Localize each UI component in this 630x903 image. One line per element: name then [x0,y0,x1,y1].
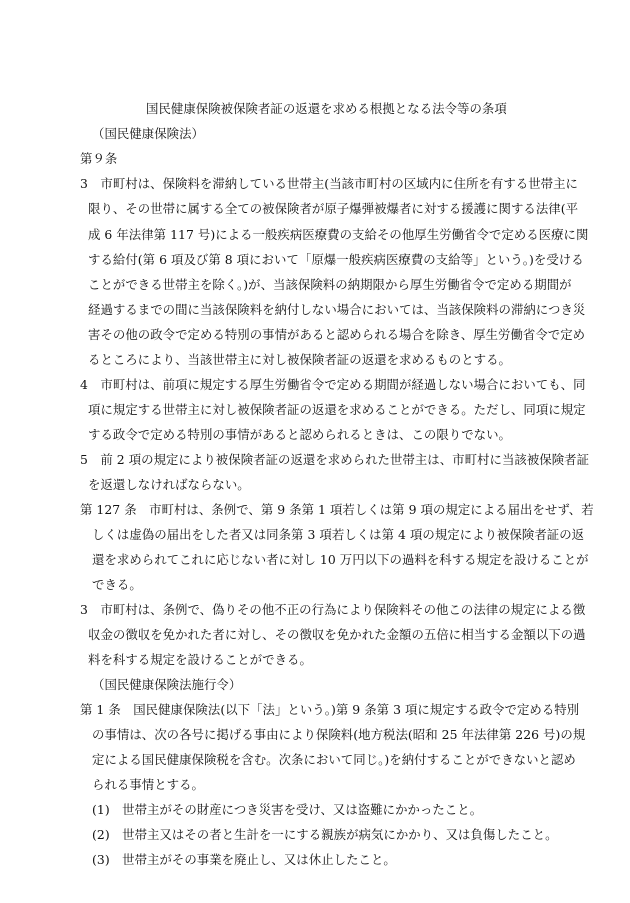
list-item: (2) 世帯主又はその者と生計を一にする親族が病気にかかり、又は負傷したこと。 [92,827,558,842]
list-item: (1) 世帯主がその財産につき災害を受け、又は盗難にかかったこと。 [92,802,483,817]
paragraph-line: を返還しなければならない。 [88,477,250,492]
section-heading-nhi-order: （国民健康保険法施行令） [92,677,242,692]
paragraph-line: しくは虚偽の届出をした者又は同条第 3 項若しくは第 4 項の規定により被保険者証の返 [92,527,585,542]
paragraph-line: 3 市町村は、保険料を滞納している世帯主(当該市町村の区域内に住所を有する世帯主に [80,176,579,191]
paragraph-line: 項に規定する世帯主に対し被保険者証の返還を求めることができる。ただし、同項に規定 [88,402,586,417]
paragraph-line: 定による国民健康保険税を含む。次条において同じ。)を納付することができないと認め [92,752,576,767]
paragraph-line: 第 1 条 国民健康保険法(以下「法」という。)第 9 条第 3 項に規定する政令で定める特別 [80,702,580,717]
paragraph-line: ことができる世帯主を除く。)が、当該保険料の納期限から厚生労働省令で定める期間が [88,277,572,292]
section-heading-nhi-act: （国民健康保険法） [92,126,204,141]
paragraph-line: の事情は、次の各号に掲げる事由により保険料(地方税法(昭和 25 年法律第 226 号)の規 [92,727,586,742]
paragraph-line: 第 127 条 市町村は、条例で、第 9 条第 1 項若しくは第 9 項の規定による届出をせず、若 [80,502,594,517]
paragraph-line: 成 6 年法律第 117 号)による一般疾病医療費の支給その他厚生労働省令で定める医療に関 [88,227,589,242]
paragraph-line: るところにより、当該世帯主に対し被保険者証の返還を求めるものとする。 [88,352,511,367]
list-item: (3) 世帯主がその事業を廃止し、又は休止したこと。 [92,852,396,867]
paragraph-line: する給付(第 6 項及び第 8 項において「原爆一般疾病医療費の支給等」という。)を受ける [88,252,584,267]
article-heading: 第９条 [80,151,118,166]
paragraph-line: 収金の徴収を免かれた者に対し、その徴収を免かれた金額の五倍に相当する金額以下の過 [88,627,586,642]
paragraph-line: 還を求められてこれに応じない者に対し 10 万円以下の過料を科する規定を設けることが [92,552,589,567]
paragraph-line: 限り、その世帯に属する全ての被保険者が原子爆弾被爆者に対する援護に関する法律(平 [88,201,579,216]
paragraph-line: する政令で定める特別の事情があると認められるときは、この限りでない。 [88,427,511,442]
paragraph-line: 経過するまでの間に当該保険料を納付しない場合においては、当該保険料の滞納につき災 [88,302,586,317]
paragraph-line: 4 市町村は、前項に規定する厚生労働省令で定める期間が経過しない場合においても、同 [80,377,586,392]
paragraph-line: できる。 [92,577,142,592]
paragraph-line: 3 市町村は、条例で、偽りその他不正の行為により保険料その他この法律の規定による徴 [80,602,586,617]
paragraph-line: 料を科する規定を設けることができる。 [88,652,312,667]
paragraph-line: 5 前 2 項の規定により被保険者証の返還を求められた世帯主は、市町村に当該被保険者証 [80,452,590,467]
paragraph-line: られる事情とする。 [92,777,204,792]
paragraph-line: 害その他の政令で定める特別の事情があると認められる場合を除き、厚生労働省令で定め [88,327,586,342]
document-title: 国民健康保険被保険者証の返還を求める根拠となる法令等の条項 [146,101,507,116]
